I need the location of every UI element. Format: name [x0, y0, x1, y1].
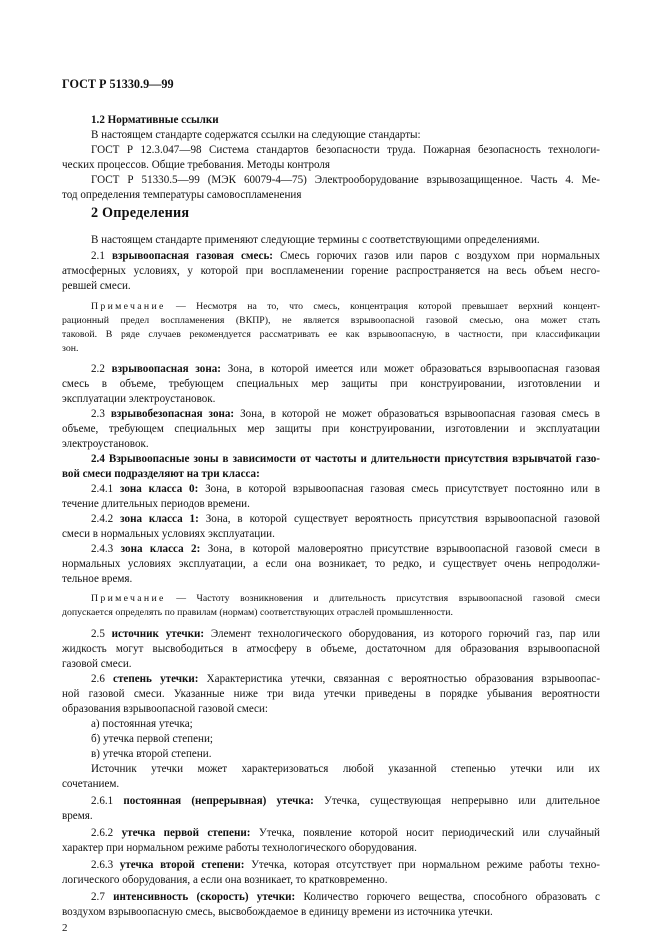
section-2-intro: В настоящем стандарте применяют следующие термины с соответствующими определениями. — [91, 234, 540, 246]
definition-2-4-2-line2: смеси в нормальных условиях эксплуатации. — [62, 528, 275, 540]
note-1-line4: зон. — [62, 343, 79, 354]
page-number: 2 — [62, 922, 68, 934]
definition-2-2-line2: смесь в объеме, требующем специальных мер защиты при конструировании, изготовлении и — [62, 378, 600, 390]
note-2-label: Примечание — [91, 593, 166, 604]
note-1-line2: рационный предел воспламенения (ВКПР), не является взрывоопасной газовой смесью, она может стать — [62, 315, 600, 326]
definition-2-3-line3: электроустановок. — [62, 438, 149, 450]
term-2-2: взрывоопасная зона: — [111, 363, 221, 375]
term-2-1: взрывоопасная газовая смесь: — [111, 250, 273, 262]
definition-2-6-summary-line2: сочетанием. — [62, 778, 120, 790]
definition-2-5-line3: газовой смеси. — [62, 658, 132, 670]
section-1-2-intro: В настоящем стандарте содержатся ссылки на следующие стандарты: — [91, 129, 421, 141]
definition-2-6-line3: образования взрывоопасной газовой смеси: — [62, 703, 268, 715]
definition-2-4-3-line2: нормальных условиях эксплуатации, а если она возникает, то редко, и существует очень непродолжи- — [62, 558, 600, 570]
term-2-6-1: постоянная (непрерывная) утечка: — [123, 795, 314, 807]
list-item-a: а) постоянная утечка; — [91, 718, 193, 730]
reference-2-line2: тод определения температуры самовоспламенения — [62, 189, 302, 201]
note-2-line1: Примечание — Частоту возникновения и длительность присутствия взрывоопасной газовой смеси — [91, 593, 600, 604]
definition-2-2-line1: 2.2 взрывоопасная зона: Зона, в которой имеется или может образоваться взрывоопасная газовая — [91, 363, 600, 375]
term-2-6-2: утечка первой степени: — [121, 827, 251, 839]
definition-2-3-line2: объеме, требующем специальных мер защиты при конструировании, изготовлении и эксплуатации — [62, 423, 600, 435]
term-2-4-1: зона класса 0: — [119, 483, 199, 495]
section-title-2: 2 Определения — [91, 205, 190, 221]
definition-2-6-summary-line1: Источник утечки может характеризоваться любой указанной степенью утечки или их — [91, 763, 600, 775]
section-title-1-2: 1.2 Нормативные ссылки — [91, 114, 219, 126]
term-2-5: источник утечки: — [111, 628, 205, 640]
list-item-c: в) утечка второй степени. — [91, 748, 212, 760]
definition-2-6-2-line2: характер при нормальном режиме работы технологического оборудования. — [62, 842, 417, 854]
definition-2-6-line1: 2.6 степень утечки: Характеристика утечки, связанная с вероятностью образования взрывоопас- — [91, 673, 601, 685]
definition-2-4-1-line2: течение длительных периодов времени. — [62, 498, 250, 510]
definition-2-1-line2: атмосферных условиях, у которой при воспламенении горение распространяется на весь объем несго- — [62, 265, 600, 277]
definition-2-5-line2: жидкость могут высвободиться в атмосферу в объеме, достаточном для образования взрывоопасной — [62, 643, 600, 655]
definition-2-6-2-line1: 2.6.2 утечка первой степени: Утечка, появление которой носит периодический или случайный — [91, 827, 600, 839]
note-1-line3: таковой. В ряде случаев рекомендуется рассматривать ее как взрывоопасную, в частности, при классификации — [62, 329, 600, 340]
definition-2-4-3-line1: 2.4.3 зона класса 2: Зона, в которой маловероятно присутствие взрывоопасной газовой смеси в — [91, 543, 600, 555]
note-1-line1: Примечание — Несмотря на то, что смесь, концентрация которой превышает верхний концент- — [91, 301, 600, 312]
term-2-7: интенсивность (скорость) утечки: — [113, 891, 296, 903]
reference-1-line2: ческих процессов. Общие требования. Методы контроля — [62, 159, 331, 171]
definition-2-6-3-line1: 2.6.3 утечка второй степени: Утечка, которая отсутствует при нормальном режиме работы техно- — [91, 859, 600, 871]
term-2-4-3: зона класса 2: — [120, 543, 201, 555]
definition-2-6-line2: ной газовой смеси. Указанные ниже три вида утечки приведены в порядке убывания вероятности — [62, 688, 600, 700]
reference-2-line1: ГОСТ Р 51330.5—99 (МЭК 60079-4—75) Электрооборудование взрывозащищенное. Часть 4. Ме- — [91, 174, 600, 186]
note-1-label: Примечание — [91, 301, 166, 312]
term-2-6-3: утечка второй степени: — [119, 859, 245, 871]
term-2-4-2: зона класса 1: — [120, 513, 199, 525]
document-header: ГОСТ Р 51330.9—99 — [62, 77, 174, 91]
reference-1-line1: ГОСТ Р 12.3.047—98 Система стандартов безопасности труда. Пожарная безопасность технологи- — [91, 144, 600, 156]
definition-2-3-line1: 2.3 взрывобезопасная зона: Зона, в которой не может образоваться взрывоопасная газовая смесь в — [91, 408, 600, 420]
definition-2-1-line3: ревшей смеси. — [62, 280, 131, 292]
definition-2-7-line1: 2.7 интенсивность (скорость) утечки: Количество горючего вещества, способного образовать с — [91, 891, 600, 903]
definition-2-5-line1: 2.5 источник утечки: Элемент технологического оборудования, из которого горючий газ, пар или — [91, 628, 601, 640]
definition-2-4-line2: вой смеси подразделяют на три класса: — [62, 468, 260, 480]
definition-2-6-3-line2: логического оборудования, а если она возникает, то кратковременно. — [62, 874, 388, 886]
definition-2-4-line1: 2.4 Взрывоопасные зоны в зависимости от частоты и длительности присутствия взрывчатой газо- — [91, 453, 600, 465]
definition-2-4-1-line1: 2.4.1 зона класса 0: Зона, в которой взрывоопасная газовая смесь присутствует постоянно или в — [91, 483, 600, 495]
term-2-3: взрывобезопасная зона: — [110, 408, 235, 420]
definition-2-4-2-line1: 2.4.2 зона класса 1: Зона, в которой существует вероятность присутствия взрывоопасной газовой — [91, 513, 600, 525]
definition-2-7-line2: воздухом взрывоопасную смесь, высвобождаемое в единицу времени из источника утечки. — [62, 906, 493, 918]
note-2-line2: допускается определять по правилам (нормам) соответствующих отраслей промышленности. — [62, 607, 453, 618]
definition-2-4-3-line3: тельное время. — [62, 573, 133, 585]
list-item-b: б) утечка первой степени; — [91, 733, 213, 745]
definition-2-6-1-line2: время. — [62, 810, 93, 822]
definition-2-2-line3: эксплуатации электроустановок. — [62, 393, 216, 405]
definition-2-6-1-line1: 2.6.1 постоянная (непрерывная) утечка: Утечка, существующая непрерывно или длительное — [91, 795, 600, 807]
definition-2-1-line1: 2.1 взрывоопасная газовая смесь: Смесь горючих газов или паров с воздухом при нормальных — [91, 250, 600, 262]
term-2-6: степень утечки: — [113, 673, 199, 685]
